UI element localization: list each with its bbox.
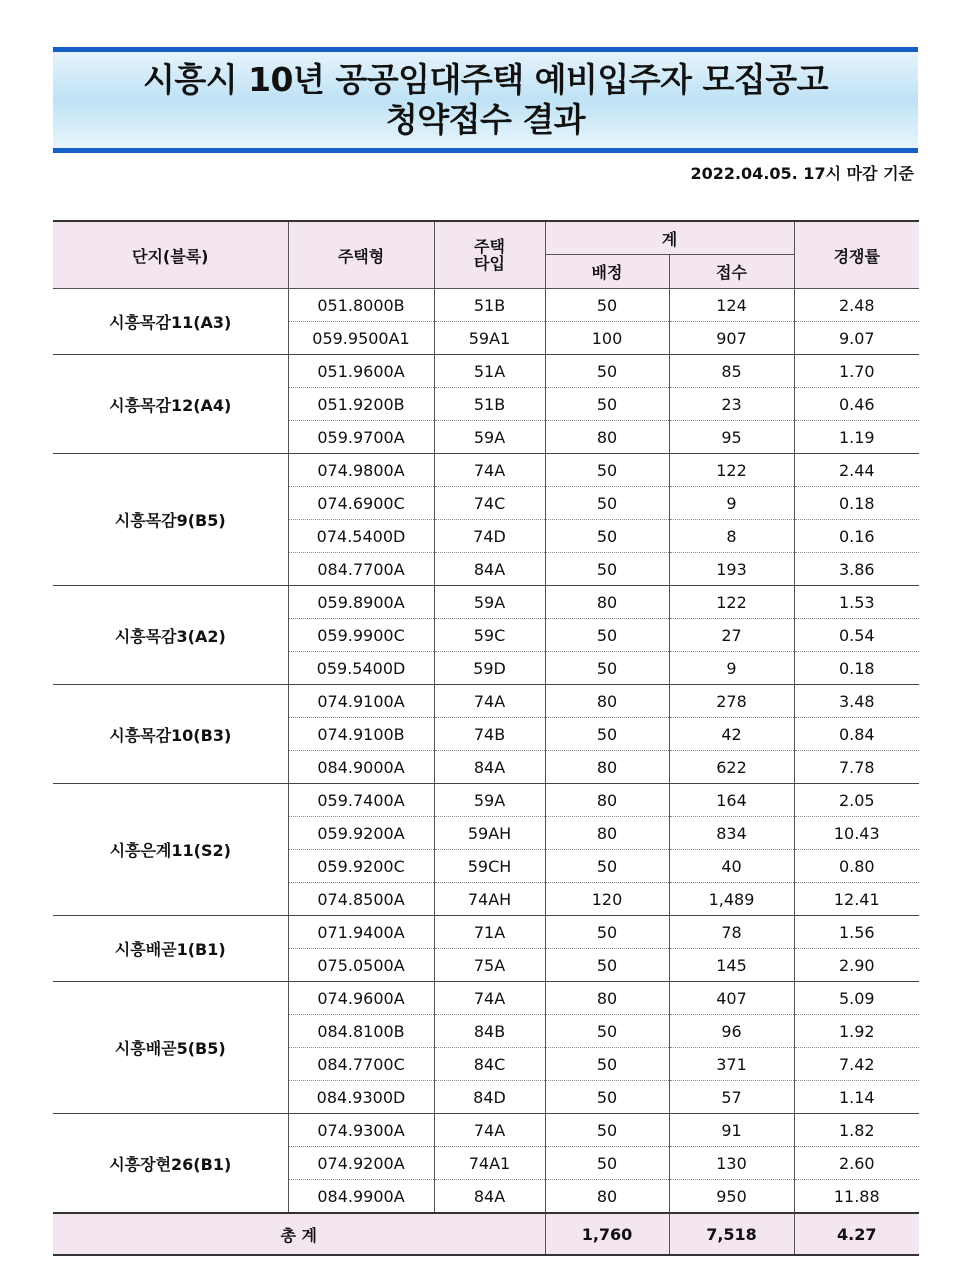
allocated-cell: 80: [545, 982, 669, 1015]
type-cell: 74D: [434, 520, 545, 553]
total-label: 총 계: [53, 1213, 545, 1255]
received-cell: 950: [669, 1180, 794, 1214]
allocated-cell: 120: [545, 883, 669, 916]
type-cell: 74A: [434, 454, 545, 487]
competition-cell: 2.60: [794, 1147, 919, 1180]
received-cell: 164: [669, 784, 794, 817]
received-cell: 407: [669, 982, 794, 1015]
allocated-cell: 80: [545, 817, 669, 850]
type-cell: 84B: [434, 1015, 545, 1048]
housing-type-cell: 059.9900C: [288, 619, 434, 652]
type-cell: 74A1: [434, 1147, 545, 1180]
competition-cell: 3.48: [794, 685, 919, 718]
housing-type-cell: 051.9600A: [288, 355, 434, 388]
housing-type-cell: 071.9400A: [288, 916, 434, 949]
competition-cell: 1.82: [794, 1114, 919, 1147]
competition-cell: 1.56: [794, 916, 919, 949]
type-cell: 59A: [434, 586, 545, 619]
competition-cell: 1.14: [794, 1081, 919, 1114]
total-allocated: 1,760: [545, 1213, 669, 1255]
type-cell: 84A: [434, 553, 545, 586]
basis-date: 2022.04.05. 17시 마감 기준: [690, 164, 914, 183]
allocated-cell: 80: [545, 784, 669, 817]
complex-name: 시흥목감12(A4): [53, 355, 288, 454]
allocated-cell: 50: [545, 520, 669, 553]
type-cell: 71A: [434, 916, 545, 949]
type-cell: 74C: [434, 487, 545, 520]
table-row: [53, 586, 919, 619]
header-competition: 경쟁률: [794, 221, 919, 289]
competition-cell: 7.42: [794, 1048, 919, 1081]
header-allocated: 배정: [545, 255, 669, 289]
competition-cell: 2.05: [794, 784, 919, 817]
housing-type-cell: 074.9600A: [288, 982, 434, 1015]
competition-cell: 3.86: [794, 553, 919, 586]
allocated-cell: 50: [545, 916, 669, 949]
received-cell: 95: [669, 421, 794, 454]
complex-name: 시흥목감3(A2): [53, 586, 288, 685]
received-cell: 27: [669, 619, 794, 652]
housing-type-cell: 051.8000B: [288, 289, 434, 322]
complex-name: 시흥은계11(S2): [53, 784, 288, 916]
competition-cell: 5.09: [794, 982, 919, 1015]
housing-type-cell: 084.9900A: [288, 1180, 434, 1214]
housing-type-cell: 059.9500A1: [288, 322, 434, 355]
received-cell: 9: [669, 487, 794, 520]
received-cell: 23: [669, 388, 794, 421]
type-cell: 74A: [434, 1114, 545, 1147]
received-cell: 9: [669, 652, 794, 685]
allocated-cell: 100: [545, 322, 669, 355]
housing-type-cell: 075.0500A: [288, 949, 434, 982]
allocated-cell: 80: [545, 685, 669, 718]
competition-cell: 1.53: [794, 586, 919, 619]
competition-cell: 0.84: [794, 718, 919, 751]
competition-cell: 0.54: [794, 619, 919, 652]
received-cell: 42: [669, 718, 794, 751]
type-cell: 75A: [434, 949, 545, 982]
complex-name: 시흥장현26(B1): [53, 1114, 288, 1214]
type-cell: 74A: [434, 982, 545, 1015]
housing-type-cell: 074.9300A: [288, 1114, 434, 1147]
received-cell: 122: [669, 586, 794, 619]
type-cell: 84A: [434, 751, 545, 784]
allocated-cell: 50: [545, 1114, 669, 1147]
title-banner: [53, 47, 918, 153]
total-row: [53, 1213, 919, 1255]
allocated-cell: 50: [545, 1147, 669, 1180]
table-row: [53, 289, 919, 322]
type-cell: 59CH: [434, 850, 545, 883]
competition-cell: 9.07: [794, 322, 919, 355]
competition-cell: 0.18: [794, 652, 919, 685]
housing-type-cell: 059.9200A: [288, 817, 434, 850]
table-row: [53, 784, 919, 817]
total-competition: 4.27: [794, 1213, 919, 1255]
received-cell: 85: [669, 355, 794, 388]
table-row: [53, 916, 919, 949]
received-cell: 145: [669, 949, 794, 982]
results-table: [53, 220, 919, 1256]
competition-cell: 10.43: [794, 817, 919, 850]
allocated-cell: 80: [545, 1180, 669, 1214]
housing-type-cell: 059.5400D: [288, 652, 434, 685]
type-cell: 84C: [434, 1048, 545, 1081]
received-cell: 907: [669, 322, 794, 355]
competition-cell: 12.41: [794, 883, 919, 916]
received-cell: 96: [669, 1015, 794, 1048]
page-title: 시흥시 10년 공공임대주택 예비입주자 모집공고: [142, 60, 829, 99]
received-cell: 40: [669, 850, 794, 883]
competition-cell: 0.46: [794, 388, 919, 421]
allocated-cell: 50: [545, 355, 669, 388]
housing-type-cell: 084.7700A: [288, 553, 434, 586]
type-cell: 59D: [434, 652, 545, 685]
allocated-cell: 50: [545, 487, 669, 520]
type-cell: 59C: [434, 619, 545, 652]
housing-type-cell: 074.9800A: [288, 454, 434, 487]
allocated-cell: 50: [545, 553, 669, 586]
allocated-cell: 50: [545, 454, 669, 487]
complex-name: 시흥배곧1(B1): [53, 916, 288, 982]
housing-type-cell: 074.9100A: [288, 685, 434, 718]
received-cell: 57: [669, 1081, 794, 1114]
housing-type-cell: 051.9200B: [288, 388, 434, 421]
competition-cell: 0.80: [794, 850, 919, 883]
complex-name: 시흥목감10(B3): [53, 685, 288, 784]
received-cell: 834: [669, 817, 794, 850]
received-cell: 193: [669, 553, 794, 586]
received-cell: 1,489: [669, 883, 794, 916]
allocated-cell: 50: [545, 850, 669, 883]
type-cell: 84A: [434, 1180, 545, 1214]
allocated-cell: 50: [545, 1015, 669, 1048]
competition-cell: 1.70: [794, 355, 919, 388]
allocated-cell: 80: [545, 751, 669, 784]
type-cell: 59A: [434, 421, 545, 454]
type-cell: 59A: [434, 784, 545, 817]
type-cell: 51B: [434, 289, 545, 322]
table-row: [53, 454, 919, 487]
allocated-cell: 50: [545, 388, 669, 421]
housing-type-cell: 084.9300D: [288, 1081, 434, 1114]
type-cell: 51B: [434, 388, 545, 421]
competition-cell: 0.16: [794, 520, 919, 553]
competition-cell: 7.78: [794, 751, 919, 784]
received-cell: 122: [669, 454, 794, 487]
type-cell: 74B: [434, 718, 545, 751]
housing-type-cell: 084.8100B: [288, 1015, 434, 1048]
received-cell: 91: [669, 1114, 794, 1147]
type-cell: 59AH: [434, 817, 545, 850]
allocated-cell: 50: [545, 1081, 669, 1114]
allocated-cell: 50: [545, 289, 669, 322]
allocated-cell: 50: [545, 718, 669, 751]
housing-type-cell: 059.7400A: [288, 784, 434, 817]
competition-cell: 2.48: [794, 289, 919, 322]
total-received: 7,518: [669, 1213, 794, 1255]
complex-name: 시흥목감11(A3): [53, 289, 288, 355]
housing-type-cell: 074.6900C: [288, 487, 434, 520]
allocated-cell: 50: [545, 652, 669, 685]
type-cell: 74A: [434, 685, 545, 718]
allocated-cell: 80: [545, 421, 669, 454]
header-type-label: 주택 타입: [474, 237, 505, 273]
competition-cell: 1.19: [794, 421, 919, 454]
received-cell: 371: [669, 1048, 794, 1081]
received-cell: 130: [669, 1147, 794, 1180]
allocated-cell: 50: [545, 1048, 669, 1081]
header-type: [434, 221, 545, 289]
competition-cell: 2.44: [794, 454, 919, 487]
type-cell: 74AH: [434, 883, 545, 916]
housing-type-cell: 074.5400D: [288, 520, 434, 553]
allocated-cell: 50: [545, 949, 669, 982]
housing-type-cell: 059.9700A: [288, 421, 434, 454]
housing-type-cell: 059.8900A: [288, 586, 434, 619]
received-cell: 8: [669, 520, 794, 553]
type-cell: 51A: [434, 355, 545, 388]
allocated-cell: 50: [545, 619, 669, 652]
table-row: [53, 685, 919, 718]
table-row: [53, 355, 919, 388]
housing-type-cell: 074.8500A: [288, 883, 434, 916]
table-row: [53, 982, 919, 1015]
competition-cell: 1.92: [794, 1015, 919, 1048]
header-received: 접수: [669, 255, 794, 289]
table-row: [53, 1114, 919, 1147]
complex-name: 시흥목감9(B5): [53, 454, 288, 586]
complex-name: 시흥배곧5(B5): [53, 982, 288, 1114]
housing-type-cell: 059.9200C: [288, 850, 434, 883]
header-complex: 단지(블록): [53, 221, 288, 289]
housing-type-cell: 084.7700C: [288, 1048, 434, 1081]
housing-type-cell: 074.9100B: [288, 718, 434, 751]
type-cell: 84D: [434, 1081, 545, 1114]
housing-type-cell: 074.9200A: [288, 1147, 434, 1180]
allocated-cell: 80: [545, 586, 669, 619]
competition-cell: 0.18: [794, 487, 919, 520]
competition-cell: 11.88: [794, 1180, 919, 1214]
type-cell: 59A1: [434, 322, 545, 355]
header-housing-type: 주택형: [288, 221, 434, 289]
competition-cell: 2.90: [794, 949, 919, 982]
received-cell: 124: [669, 289, 794, 322]
header-total: 계: [545, 221, 794, 255]
received-cell: 278: [669, 685, 794, 718]
housing-type-cell: 084.9000A: [288, 751, 434, 784]
page-subtitle: 청약접수 결과: [385, 100, 586, 139]
received-cell: 78: [669, 916, 794, 949]
received-cell: 622: [669, 751, 794, 784]
